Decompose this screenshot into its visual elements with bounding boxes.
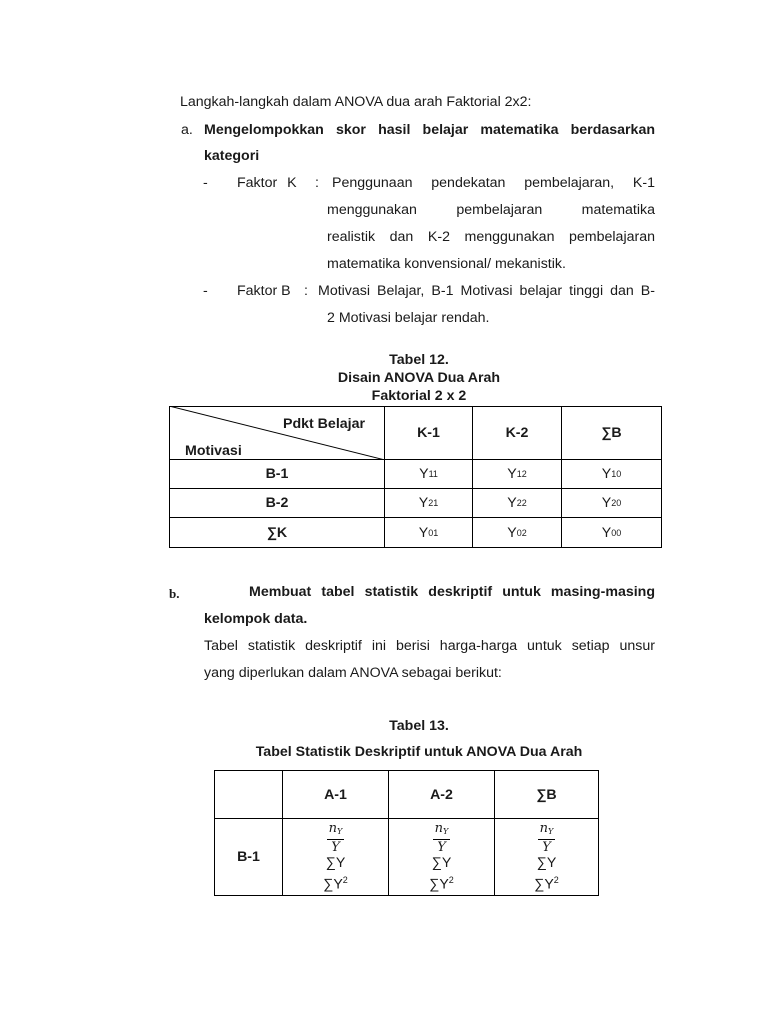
factor-k-dash: - — [203, 175, 208, 191]
table13-row-label-b1: B-1 — [214, 818, 283, 896]
table12-cell: Y 02 — [472, 517, 562, 548]
table13-header-a2: A-2 — [388, 770, 495, 819]
factor-b-dash: - — [203, 283, 208, 299]
table12-cell: Y 22 — [472, 488, 562, 518]
table12-row-label-sum-k: ∑K — [169, 517, 385, 548]
table12-header-k1: K-1 — [384, 406, 473, 460]
table12-corner-cell — [169, 406, 385, 460]
table12 — [169, 406, 662, 548]
table12-row-label-b2: B-2 — [169, 488, 385, 518]
table12-header-sum-b: ∑B — [561, 406, 662, 460]
table13-header-sum-b: ∑B — [494, 770, 599, 819]
intro-text: Langkah-langkah dalam ANOVA dua arah Faktorial 2x2: — [180, 94, 532, 110]
table13-caption-number: Tabel 13. — [389, 718, 449, 734]
table12-cell: Y 21 — [384, 488, 473, 518]
table13-stat-cell: $n_Y$ Y ∑Y $\sum Y^2$ — [388, 818, 495, 896]
table12-corner-top-label: Pdkt Belajar — [283, 416, 366, 432]
table12-cell: Y 12 — [472, 459, 562, 489]
table12-cell: Y 00 — [561, 517, 662, 548]
table13 — [214, 770, 599, 896]
table12-cell: Y 20 — [561, 488, 662, 518]
table12-cell: Y 11 — [384, 459, 473, 489]
factor-k-colon: : — [315, 175, 319, 191]
table12-caption-title: Disain ANOVA Dua Arah — [337, 370, 501, 386]
factor-k-line2: menggunakan pembelajaran matematika — [327, 202, 655, 218]
step-b-marker: b. — [169, 586, 180, 601]
factor-b-line2: 2 Motivasi belajar rendah. — [327, 310, 490, 326]
step-a-heading-line1: Mengelompokkan skor hasil belajar matematika berdasarkan — [204, 122, 655, 138]
factor-b-line1: Motivasi Belajar, B-1 Motivasi belajar tinggi dan B- — [318, 283, 655, 299]
table12-cell: Y 10 — [561, 459, 662, 489]
table13-caption-title: Tabel Statistik Deskriptif untuk ANOVA Dua Arah — [255, 744, 583, 760]
table12-header-k2: K-2 — [472, 406, 562, 460]
factor-b-colon: : — [304, 283, 308, 299]
factor-k-label: Faktor K — [237, 175, 297, 191]
step-b-paragraph-line2: yang diperlukan dalam ANOVA sebagai berikut: — [204, 665, 502, 681]
step-a-marker: a. — [181, 122, 193, 138]
table13-stat-cell: $n_Y$ Y ∑Y $\sum Y^2$ — [494, 818, 599, 896]
step-b-paragraph-line1: Tabel statistik deskriptif ini berisi harga-harga untuk setiap unsur — [204, 638, 655, 654]
step-a-heading-line2: kategori — [204, 148, 260, 164]
factor-k-line3: realistik dan K-2 menggunakan pembelajaran — [327, 229, 655, 245]
table13-corner-cell — [214, 770, 283, 819]
factor-k-line4: matematika konvensional/ mekanistik. — [327, 256, 566, 272]
step-b-heading-line1: Membuat tabel statistik deskriptif untuk masing-masing — [249, 584, 655, 600]
factor-b-label: Faktor B — [237, 283, 291, 299]
table12-cell: Y 01 — [384, 517, 473, 548]
table12-corner-bottom-label: Motivasi — [185, 443, 242, 459]
table12-caption-number: Tabel 12. — [389, 352, 449, 368]
table13-header-a1: A-1 — [282, 770, 389, 819]
table13-stat-cell: $n_Y$ Y ∑Y $\sum Y^2$ — [282, 818, 389, 896]
table12-caption-subtitle: Faktorial 2 x 2 — [371, 388, 467, 404]
step-b-heading-line2: kelompok data. — [204, 611, 308, 627]
table12-row-label-b1: B-1 — [169, 459, 385, 489]
factor-k-line1: Penggunaan pendekatan pembelajaran, K-1 — [332, 175, 655, 191]
